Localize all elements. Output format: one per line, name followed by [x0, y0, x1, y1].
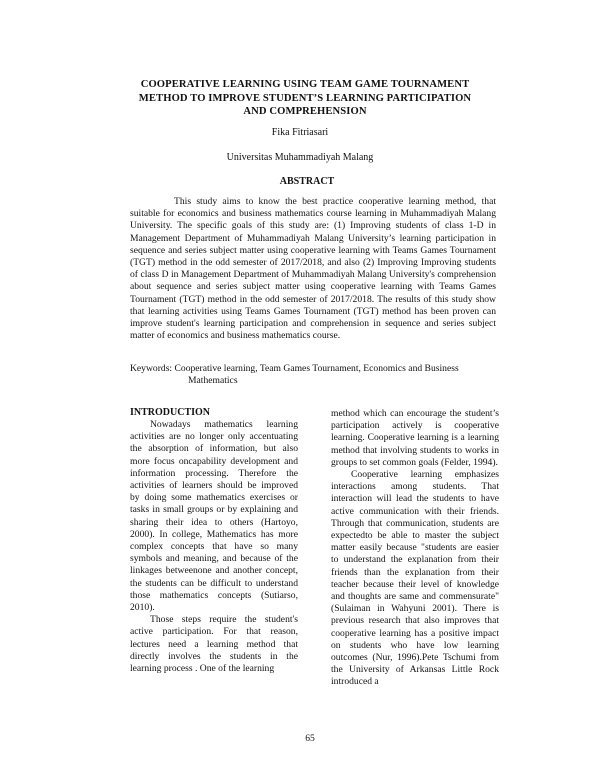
author-name: Fika Fitriasari	[271, 127, 329, 138]
left-column	[130, 407, 298, 675]
title-line-3: AND COMPREHENSION	[243, 106, 367, 117]
right-column	[331, 408, 499, 689]
paper-title	[100, 78, 510, 119]
intro-paragraph-2: Those steps require the student's active participation. For that reason, lectures need a learning method that directly involves the students in the learning process . One of the learning	[130, 614, 298, 675]
page-number: 65	[305, 733, 315, 744]
title-line-2: METHOD TO IMPROVE STUDENT’S LEARNING PARTICIPATION	[138, 92, 472, 104]
abstract-body: This study aims to know the best practice cooperative learning method, that suitable for economics and business mathematics course learning in Muhammadiyah Malang University. The specific goals of this study are: (1) Improving students of class 1-D in Management Department of Muhammadiyah Malang University’s learning participation in sequence and series subject matter using cooperative learning with Teams Games Tournament (TGT) method in the odd semester of 2017/2018, and also (2) Improving Improving students of class D in Management Department of Muhammadiyah Malang University's comprehension about sequence and series subject matter using cooperative learning with Teams Games Tournament (TGT) method in the odd semester of 2017/2018. The results of this study show that learning activities using Teams Games Tournament (TGT) method has been proven can improve student's learning participation and comprehension in sequence and series subject matter of economics and business mathematics course.	[130, 196, 496, 342]
keywords	[130, 363, 496, 387]
intro-paragraph-3: method which can encourage the student’s participation actively is cooperative learning. Cooperative learning is a learning method that involving students to works in groups to set common goals (Felder, 1994).	[331, 408, 499, 468]
intro-paragraph-1: Nowadays mathematics learning activities are no longer only accentuating the absorption of information, but also more focus oncapability development and information processing. Therefore the activities of learners should be improved by doing some mathematics exercises or tasks in small groups or by explaining and sharing their idea to others (Hartoyo, 2000). In college, Mathematics has more complex concepts that have so many symbols and meaning, and because of the linkages betweenone and another concept, the students can be difficult to understand those mathematics concepts (Sutiarso, 2010).	[130, 419, 298, 614]
introduction-heading: INTRODUCTION	[130, 407, 211, 418]
abstract-heading: ABSTRACT	[279, 176, 335, 187]
keywords-line-1: Keywords: Cooperative learning, Team Games Tournament, Economics and Business	[130, 363, 459, 374]
intro-paragraph-4: Cooperative learning emphasizes interactions among students. That interaction will lead the students to have active communication with their friends. Through that communication, students are expectedto be able to master the subject matter easily because "students are easier to understand the explanation from their friends than the explanation from their teacher because their level of knowledge and thoughts are same and commensurate" (Sulaiman in Wahyuni 2001). There is previous research that also improves that cooperative learning has a positive impact on students who have low learning outcomes (Nur, 1996).Pete Tschumi from the University of Arkansas Little Rock introduced a	[331, 469, 499, 688]
keywords-line-2: Mathematics	[188, 375, 238, 387]
author-affiliation: Universitas Muhammadiyah Malang	[226, 152, 374, 163]
title-line-1: COOPERATIVE LEARNING USING TEAM GAME TOURNAMENT	[140, 79, 470, 90]
